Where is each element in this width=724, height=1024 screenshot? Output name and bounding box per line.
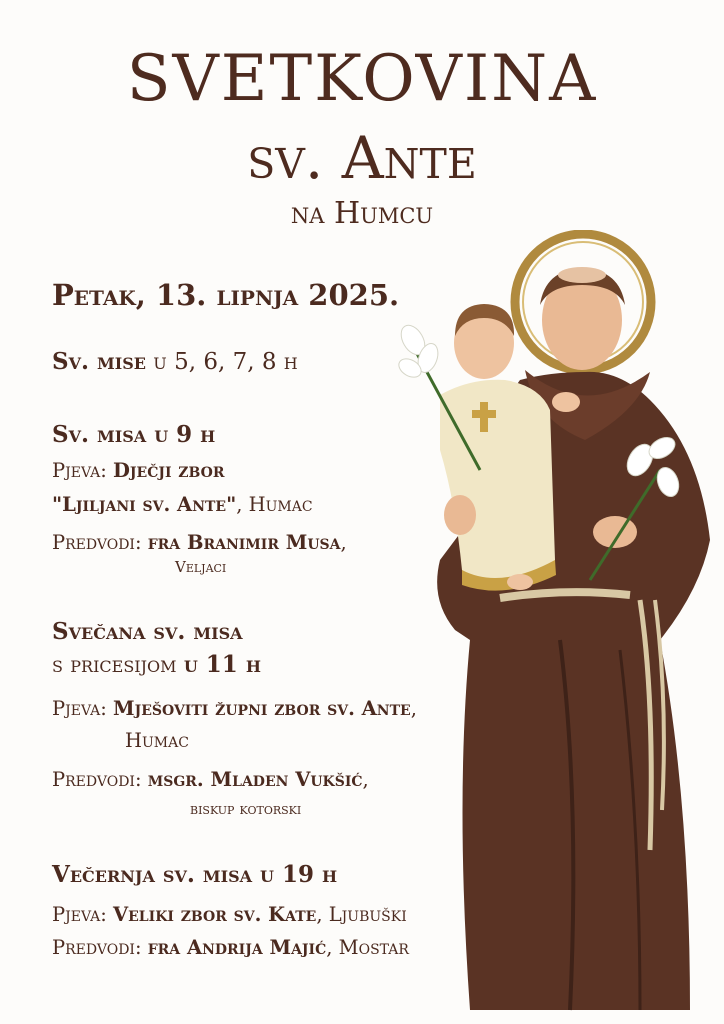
mass-11-leads <box>52 768 369 791</box>
mass-9-leader-sep: , <box>340 531 347 554</box>
event-date: Petak, 13. lipnja 2025. <box>52 278 400 312</box>
mass-9-leads <box>52 531 347 554</box>
early-masses <box>52 348 298 375</box>
mass-11-time: u 11 h <box>183 651 261 678</box>
title-line-1: SVETKOVINA <box>126 42 598 116</box>
sings-label: Pjeva: <box>52 459 107 482</box>
mass-9-leader: fra Branimir Musa <box>147 531 341 554</box>
title-line-3: na Humcu <box>290 196 434 231</box>
sings-label: Pjeva: <box>52 697 107 720</box>
mass-11-heading-2 <box>52 651 261 678</box>
early-masses-time: u 5, 6, 7, 8 h <box>153 349 298 375</box>
evening-mass-heading: Večernja sv. misa u 19 h <box>52 861 338 888</box>
mass-11-leader-role: biskup kotorski <box>190 799 302 818</box>
mass-9-choir: Dječji zbor <box>113 459 225 482</box>
leads-label: Predvodi: <box>52 936 142 959</box>
leads-label: Predvodi: <box>52 531 142 554</box>
mass-11-procession: s pricesijom <box>52 652 177 678</box>
evening-mass-sings <box>52 903 407 926</box>
evening-mass-leads <box>52 936 409 959</box>
mass-9-leader-place: Veljaci <box>175 558 227 576</box>
mass-9-heading: Sv. misa u 9 h <box>52 421 216 448</box>
mass-9-choir-name-line <box>52 493 313 516</box>
lily-left-icon <box>396 321 442 381</box>
evening-mass-leader-place: , Mostar <box>326 936 409 959</box>
evening-mass-leader: fra Andrija Majić <box>147 936 327 959</box>
mass-11-leader-sep: , <box>362 768 369 791</box>
mass-9-choir-place: , Humac <box>236 493 313 516</box>
title-line-2: sv. Ante <box>247 124 477 192</box>
sings-label: Pjeva: <box>52 903 107 926</box>
early-masses-label: Sv. mise <box>52 348 146 375</box>
mass-11-choir-sep: , <box>410 697 417 720</box>
mass-11-choir: Mješoviti župni zbor sv. Ante <box>113 697 411 720</box>
mass-9-choir-name: "Ljiljani sv. Ante" <box>52 493 237 516</box>
saint-anthony-statue-image <box>395 230 724 1024</box>
leads-label: Predvodi: <box>52 768 142 791</box>
mass-11-heading-1: Svečana sv. misa <box>52 618 243 645</box>
evening-mass-choir-place: , Ljubuški <box>316 903 407 926</box>
mass-11-sings <box>52 697 417 720</box>
evening-mass-choir: Veliki zbor sv. Kate <box>113 903 317 926</box>
mass-11-choir-place: Humac <box>125 729 189 752</box>
mass-11-leader: msgr. Mladen Vukšić <box>147 768 363 791</box>
mass-9-sings <box>52 459 224 482</box>
